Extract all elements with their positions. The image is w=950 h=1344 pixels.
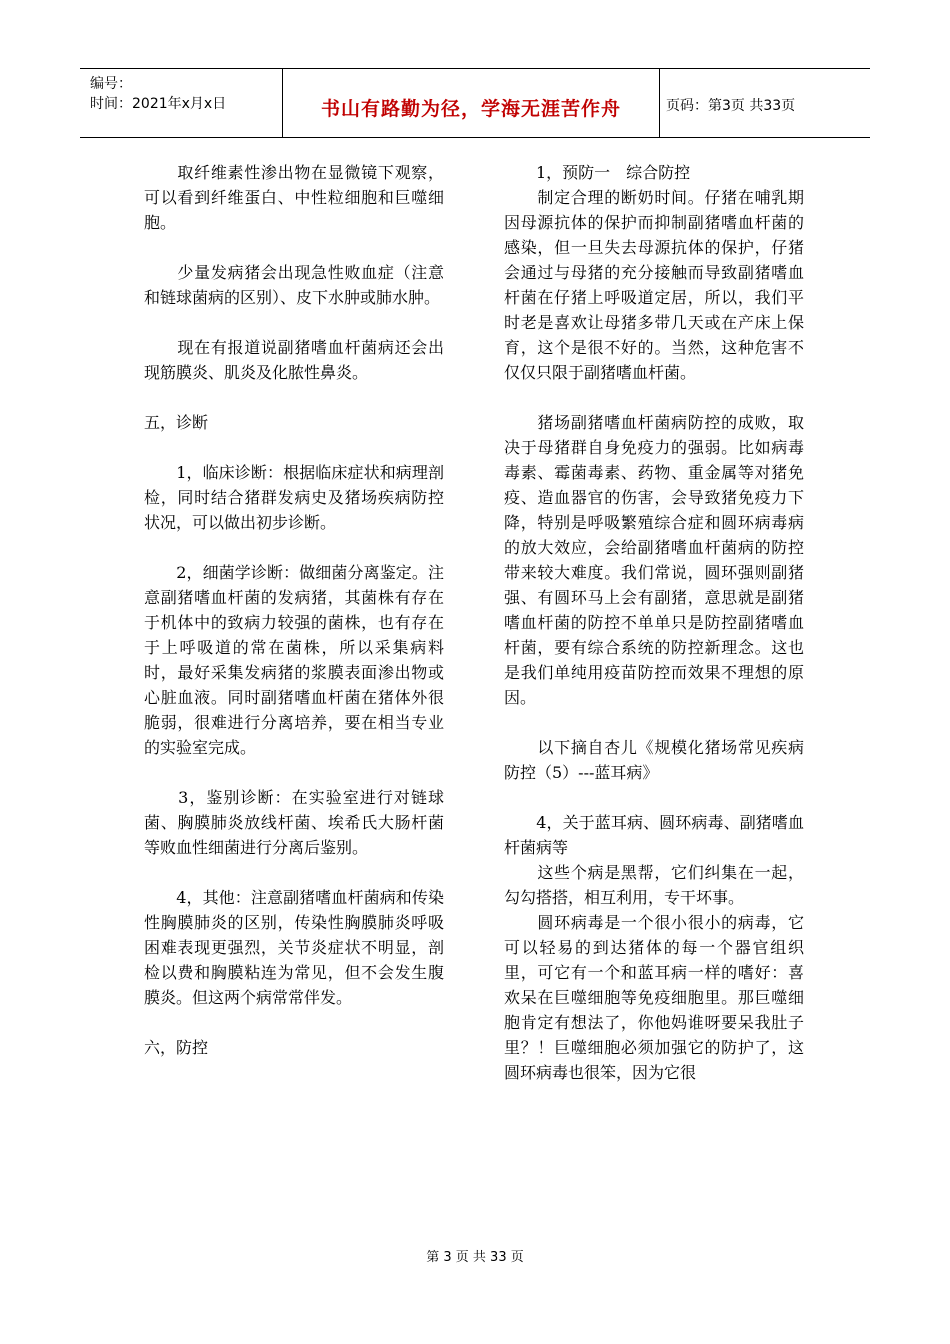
paragraph: 1，预防一 综合防控 [504, 163, 691, 182]
paragraph: 现在有报道说副猪嗜血杆菌病还会出现筋膜炎、肌炎及化脓性鼻炎。 [144, 338, 444, 382]
time-label: 时间：2021年x月x日 [90, 96, 227, 112]
right-column [504, 160, 804, 1085]
paragraph-gap [144, 385, 444, 410]
header-page-cell [660, 69, 870, 137]
paragraph: 制定合理的断奶时间。仔猪在哺乳期因母源抗体的保护而抑制副猪嗜血杆菌的感染，但一旦失去母源抗体的保护，仔猪会通过与母猪的充分接触而导致副猪嗜血杆菌在仔猪上呼吸道定居，所以，我们平时老是喜欢让母猪多带几天或在产床上保育，这个是很不好的。当然，这种危害不仅仅只限于副猪嗜血杆菌。 [504, 188, 804, 382]
page-label: 页码：第3页 共33页 [666, 98, 796, 114]
paragraph-gap [504, 385, 804, 410]
paragraph: 1，临床诊断：根据临床症状和病理剖检，同时结合猪群发病史及猪场疾病防控状况，可以做出初步诊断。 [144, 463, 444, 532]
paragraph: 猪场副猪嗜血杆菌病防控的成败，取决于母猪群自身免疫力的强弱。比如病毒毒素、霉菌毒素、药物、重金属等对猪免疫、造血器官的伤害，会导致猪免疫力下降，特别是呼吸繁殖综合症和圆环病毒病的放大效应，会给副猪嗜血杆菌病的防控带来较大难度。我们常说，圆环强则副猪强、有圆环马上会有副猪，意思就是副猪嗜血杆菌的防控不单单只是防控副猪嗜血杆菌，要有综合系统的防控新理念。这也是我们单纯用疫苗防控而效果不理想的原因。 [504, 413, 804, 707]
paragraph: 圆环病毒是一个很小很小的病毒，它可以轻易的到达猪体的每一个器官组织里，可它有一个和蓝耳病一样的嗜好：喜欢呆在巨噬细胞等免疫细胞里。那巨噬细胞肯定有想法了，你他妈谁呀要呆我肚子里？！巨噬细胞必须加强它的防护了，这圆环病毒也很笨，因为它很 [504, 913, 804, 1082]
paragraph: 少量发病猪会出现急性败血症（注意和链球菌病的区别）、皮下水肿或肺水肿。 [144, 263, 444, 307]
paragraph-gap [144, 235, 444, 260]
paragraph: 以下摘自杏儿《规模化猪场常见疾病防控（5）---蓝耳病》 [504, 738, 804, 782]
paragraph: 4，其他：注意副猪嗜血杆菌病和传染性胸膜肺炎的区别，传染性胸膜肺炎呼吸困难表现更强烈，关节炎症状不明显，剖检以费和胸膜粘连为常见，但不会发生腹膜炎。但这两个病常常伴发。 [144, 888, 444, 1007]
paragraph-gap [504, 710, 804, 735]
number-label: 编号： [90, 76, 132, 92]
header-meta-cell [80, 69, 283, 137]
document-header [80, 68, 870, 138]
paragraph: 2，细菌学诊断：做细菌分离鉴定。注意副猪嗜血杆菌的发病猪，其菌株有存在于机体中的致病力较强的菌株，也有存在于上呼吸道的常在菌株，所以采集病料时，最好采集发病猪的浆膜表面渗出物或心脏血液。同时副猪嗜血杆菌在猪体外很脆弱，很难进行分离培养，要在相当专业的实验室完成。 [144, 563, 444, 757]
left-column [144, 160, 444, 1060]
paragraph: 六，防控 [144, 1038, 209, 1057]
paragraph-gap [144, 860, 444, 885]
paragraph: 4，关于蓝耳病、圆环病毒、副猪嗜血杆菌病等 [504, 813, 804, 857]
paragraph: 3，鉴别诊断：在实验室进行对链球菌、胸膜肺炎放线杆菌、埃希氏大肠杆菌等败血性细菌进行分离后鉴别。 [144, 788, 444, 857]
paragraph: 这些个病是黑帮，它们纠集在一起，勾勾搭搭，相互利用，专干坏事。 [504, 863, 804, 907]
paragraph-gap [504, 785, 804, 810]
header-motto-cell [283, 69, 660, 137]
paragraph: 取纤维素性渗出物在显微镜下观察，可以看到纤维蛋白、中性粒细胞和巨噬细胞。 [144, 163, 444, 232]
paragraph-gap [144, 1010, 444, 1035]
paragraph-gap [144, 535, 444, 560]
paragraph: 五，诊断 [144, 413, 209, 432]
paragraph-gap [144, 760, 444, 785]
paragraph-gap [144, 435, 444, 460]
page-footer: 第 3 页 共 33 页 [426, 1250, 524, 1265]
motto: 书山有路勤为径，学海无涯苦作舟 [320, 98, 621, 120]
paragraph-gap [144, 310, 444, 335]
